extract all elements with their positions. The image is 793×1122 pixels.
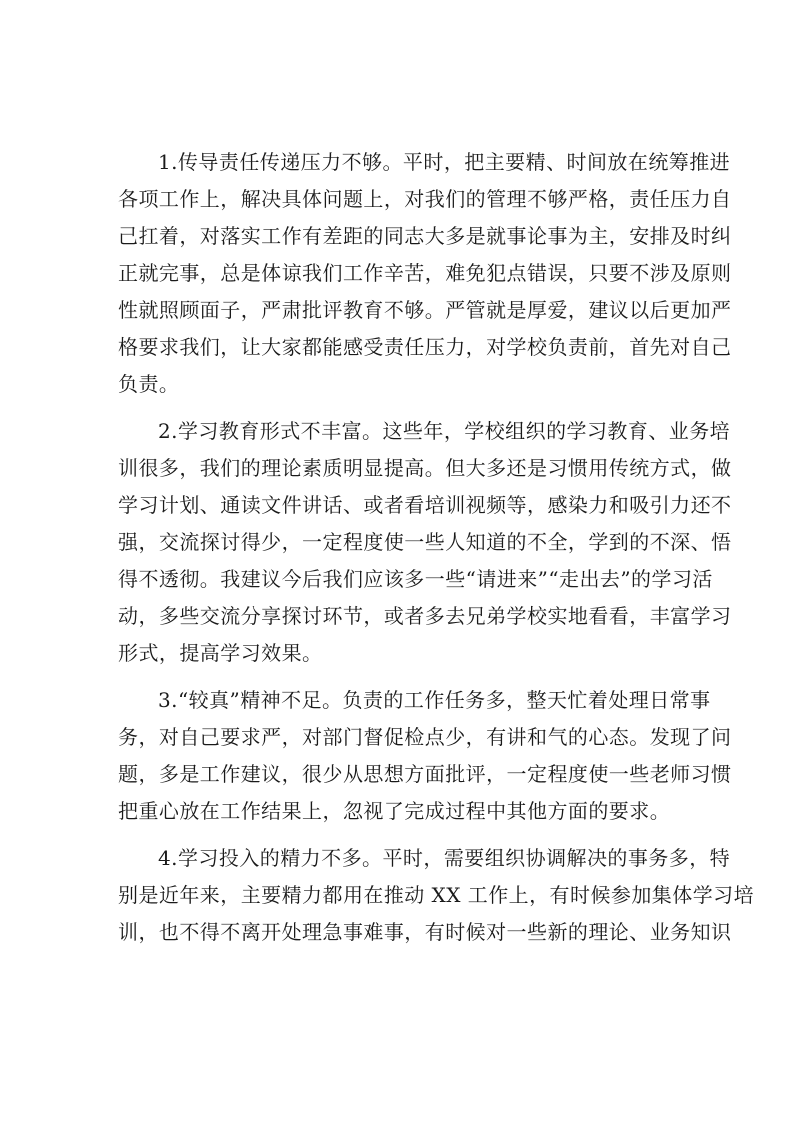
text-line: 负责。 [118,372,180,396]
document-page [118,144,755,961]
text-line: 训很多，我们的理论素质明显提高。但大多还是习惯用传统方式，做 [118,456,732,480]
text-line: 形式，提高学习效果。 [118,641,323,665]
paragraph-3 [118,682,732,830]
text-line: 正就完事，总是体谅我们工作辛苦，难免犯点错误，只要不涉及原则 [118,261,732,285]
text-line: 务，对自己要求严，对部门督促检点少，有讲和气的心态。发现了问 [118,725,732,749]
text-line: 格要求我们，让大家都能感受责任压力，对学校负责前，首先对自己 [118,335,732,359]
text-line: 4.学习投入的精力不多。平时，需要组织协调解决的事务多，特 [158,846,731,870]
text-line: 得不透彻。我建议今后我们应该多一些“请进来”“走出去”的学习活 [118,567,713,591]
paragraph-2 [118,413,732,672]
text-line: 3.“较真”精神不足。负责的工作任务多，整天忙着处理日常事 [158,688,711,712]
text-line: 各项工作上，解决具体问题上，对我们的管理不够严格，责任压力自 [118,187,732,211]
paragraph-1 [118,144,732,403]
text-line: 训，也不得不离开处理急事难事，有时候对一些新的理论、业务知识 [118,920,732,944]
text-line: 题，多是工作建议，很少从思想方面批评，一定程度使一些老师习惯 [118,762,732,786]
text-line: 己扛着，对落实工作有差距的同志大多是就事论事为主，安排及时纠 [118,224,732,248]
text-line: 2.学习教育形式不丰富。这些年，学校组织的学习教育、业务培 [158,419,731,443]
text-line: 把重心放在工作结果上，忽视了完成过程中其他方面的要求。 [118,799,671,823]
text-line: 强，交流探讨得少，一定程度使一些人知道的不全，学到的不深、悟 [118,530,732,554]
text-line: 动，多些交流分享探讨环节，或者多去兄弟学校实地看看，丰富学习 [118,604,732,628]
text-line: 学习计划、通读文件讲话、或者看培训视频等，感染力和吸引力还不 [118,493,732,517]
paragraph-4 [118,840,755,951]
text-line: 别是近年来，主要精力都用在推动 XX 工作上，有时候参加集体学习培 [118,883,755,907]
text-line: 1.传导责任传递压力不够。平时，把主要精、时间放在统筹推进 [158,150,731,174]
text-line: 性就照顾面子，严肃批评教育不够。严管就是厚爱，建议以后更加严 [118,298,732,322]
